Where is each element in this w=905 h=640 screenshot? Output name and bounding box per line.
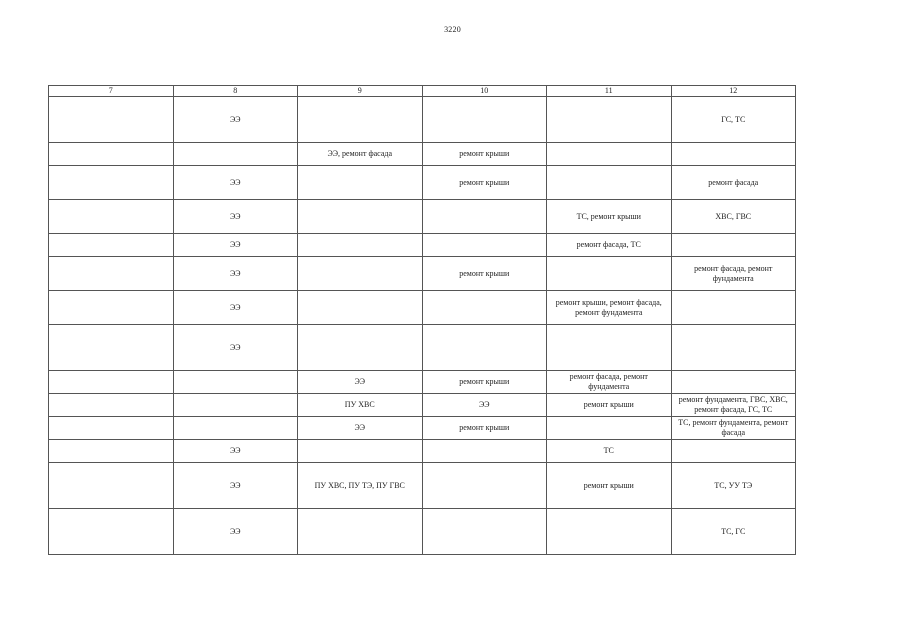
table-cell-col-9 (298, 97, 423, 143)
table-cell-col-10: ремонт крыши (422, 417, 547, 440)
column-header-9: 9 (298, 86, 423, 97)
table-cell-col-9 (298, 325, 423, 371)
column-header-8: 8 (173, 86, 298, 97)
data-table (48, 85, 796, 555)
table-cell-col-10: ремонт крыши (422, 257, 547, 291)
table-cell-col-9 (298, 234, 423, 257)
table-cell-col-8 (173, 394, 298, 417)
table-cell-col-7 (49, 417, 174, 440)
table-cell-col-12 (671, 325, 796, 371)
table-cell-col-7 (49, 166, 174, 200)
column-header-7: 7 (49, 86, 174, 97)
table-cell-col-11: ремонт фасада, ремонт фундамента (547, 371, 672, 394)
table-cell-col-8 (173, 143, 298, 166)
table-cell-col-11 (547, 257, 672, 291)
table-cell-col-8: ЭЭ (173, 97, 298, 143)
column-header-11: 11 (547, 86, 672, 97)
table-cell-col-9 (298, 509, 423, 555)
table-cell-col-7 (49, 371, 174, 394)
table-cell-col-9: ПУ ХВС, ПУ ТЭ, ПУ ГВС (298, 463, 423, 509)
table-cell-col-12 (671, 371, 796, 394)
table-cell-col-12: ремонт фасада (671, 166, 796, 200)
table-cell-col-12: ТС, УУ ТЭ (671, 463, 796, 509)
table-cell-col-12: ремонт фасада, ремонт фундамента (671, 257, 796, 291)
table-cell-col-7 (49, 234, 174, 257)
table-cell-col-8 (173, 371, 298, 394)
table-cell-col-12: ТС, ремонт фундамента, ремонт фасада (671, 417, 796, 440)
table-cell-col-12: ХВС, ГВС (671, 200, 796, 234)
table-cell-col-12: ТС, ГС (671, 509, 796, 555)
table-cell-col-8: ЭЭ (173, 509, 298, 555)
table-cell-col-9: ЭЭ (298, 371, 423, 394)
table-cell-col-10 (422, 291, 547, 325)
table-row (49, 166, 796, 200)
table-cell-col-8: ЭЭ (173, 463, 298, 509)
table-cell-col-9: ЭЭ, ремонт фасада (298, 143, 423, 166)
table-cell-col-8: ЭЭ (173, 166, 298, 200)
table-cell-col-10 (422, 234, 547, 257)
table-cell-col-10 (422, 509, 547, 555)
table-cell-col-11: ремонт крыши (547, 463, 672, 509)
table-cell-col-11 (547, 325, 672, 371)
table-cell-col-11 (547, 143, 672, 166)
table-cell-col-10: ремонт крыши (422, 143, 547, 166)
table-cell-col-7 (49, 200, 174, 234)
table-cell-col-8 (173, 417, 298, 440)
table-cell-col-10 (422, 200, 547, 234)
table-row (49, 440, 796, 463)
table-row (49, 325, 796, 371)
table-row (49, 417, 796, 440)
column-header-10: 10 (422, 86, 547, 97)
table-row (49, 234, 796, 257)
table-cell-col-12: ремонт фундамента, ГВС, ХВС, ремонт фасада, ГС, ТС (671, 394, 796, 417)
table-cell-col-11 (547, 97, 672, 143)
table-cell-col-9 (298, 440, 423, 463)
table-cell-col-11: ТС, ремонт крыши (547, 200, 672, 234)
table-cell-col-11 (547, 166, 672, 200)
table-row (49, 257, 796, 291)
table-cell-col-11 (547, 509, 672, 555)
table-row (49, 143, 796, 166)
table-cell-col-8: ЭЭ (173, 234, 298, 257)
column-header-12: 12 (671, 86, 796, 97)
table-cell-col-11: ремонт фасада, ТС (547, 234, 672, 257)
table-cell-col-10: ЭЭ (422, 394, 547, 417)
table-cell-col-7 (49, 325, 174, 371)
table-cell-col-10 (422, 325, 547, 371)
table-cell-col-9 (298, 257, 423, 291)
table-cell-col-12 (671, 440, 796, 463)
table-body (49, 97, 796, 555)
table-cell-col-8: ЭЭ (173, 291, 298, 325)
table-cell-col-8: ЭЭ (173, 325, 298, 371)
header-row (49, 86, 796, 97)
table-header (49, 86, 796, 97)
table-cell-col-11 (547, 417, 672, 440)
table-cell-col-7 (49, 463, 174, 509)
table-cell-col-12 (671, 143, 796, 166)
table-row (49, 394, 796, 417)
table-row (49, 509, 796, 555)
table-cell-col-12: ГС, ТС (671, 97, 796, 143)
table-cell-col-7 (49, 509, 174, 555)
table-cell-col-7 (49, 440, 174, 463)
table-cell-col-7 (49, 291, 174, 325)
table-cell-col-9 (298, 200, 423, 234)
table-row (49, 463, 796, 509)
table-cell-col-10: ремонт крыши (422, 166, 547, 200)
table-cell-col-10 (422, 440, 547, 463)
table-cell-col-8: ЭЭ (173, 440, 298, 463)
table-cell-col-7 (49, 97, 174, 143)
table-row (49, 371, 796, 394)
table-cell-col-11: ремонт крыши, ремонт фасада, ремонт фундамента (547, 291, 672, 325)
table-row (49, 97, 796, 143)
table-row (49, 200, 796, 234)
table-cell-col-9 (298, 291, 423, 325)
table-cell-col-11: ремонт крыши (547, 394, 672, 417)
table-cell-col-7 (49, 257, 174, 291)
table-row (49, 291, 796, 325)
table-cell-col-8: ЭЭ (173, 200, 298, 234)
table-cell-col-12 (671, 291, 796, 325)
table-cell-col-7 (49, 143, 174, 166)
table-cell-col-9 (298, 166, 423, 200)
table-cell-col-12 (671, 234, 796, 257)
table-cell-col-8: ЭЭ (173, 257, 298, 291)
table-cell-col-10 (422, 97, 547, 143)
table-cell-col-10: ремонт крыши (422, 371, 547, 394)
table-cell-col-9: ЭЭ (298, 417, 423, 440)
table-cell-col-7 (49, 394, 174, 417)
page-number: 3220 (444, 25, 461, 34)
table-cell-col-10 (422, 463, 547, 509)
table-cell-col-11: ТС (547, 440, 672, 463)
table-cell-col-9: ПУ ХВС (298, 394, 423, 417)
